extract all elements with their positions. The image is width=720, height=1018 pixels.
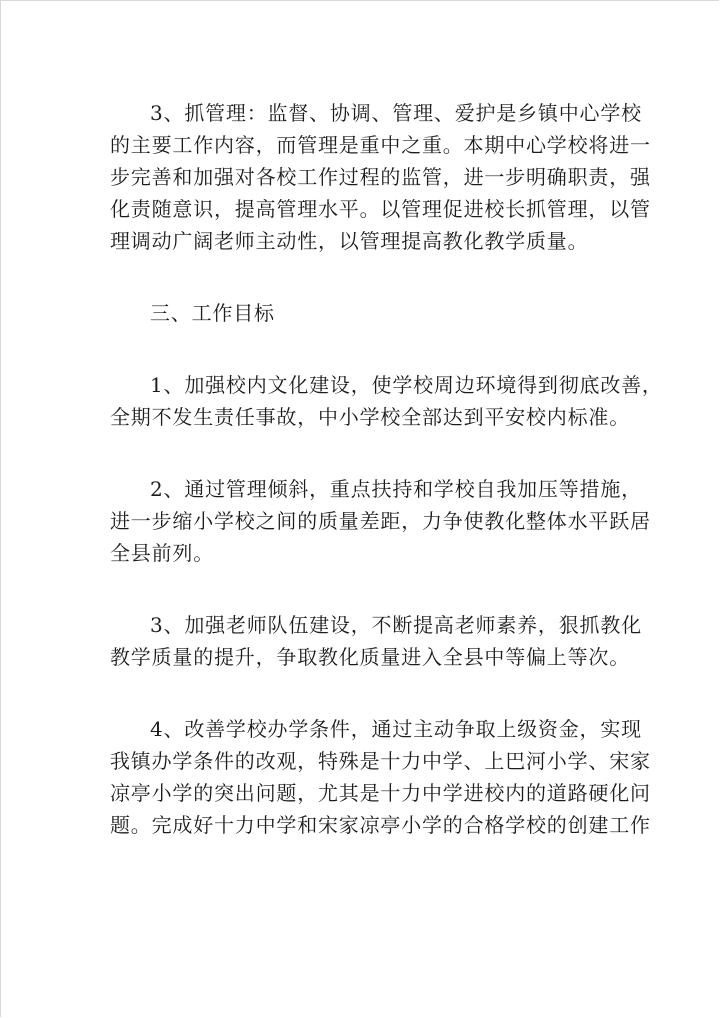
text-line: 教学质量的提升，争取教化质量进入全县中等偏上等次。 xyxy=(110,645,630,669)
paragraph-goal-3 xyxy=(110,609,642,673)
paragraph-goal-2 xyxy=(110,473,651,569)
document-body xyxy=(110,97,663,881)
heading-text: 三、工作目标 xyxy=(150,301,275,325)
paragraph-goal-1 xyxy=(110,369,663,433)
text-line: 4、改善学校办学条件，通过主动争取上级资金，实现 xyxy=(150,717,642,741)
text-line: 进一步缩小学校之间的质量差距，力争使教化整体水平跃居 xyxy=(110,509,651,533)
paragraph-goal-4 xyxy=(110,713,651,841)
text-line: 凉亭小学的突出问题，尤其是十力中学进校内的道路硬化问 xyxy=(110,781,651,805)
text-line: 步完善和加强对各校工作过程的监管，进一步明确职责，强 xyxy=(110,165,651,189)
text-line: 1、加强校内文化建设，使学校周边环境得到彻底改善， xyxy=(150,373,663,397)
text-line: 题。完成好十力中学和宋家凉亭小学的合格学校的创建工作 xyxy=(110,813,651,837)
text-line: 3、抓管理：监督、协调、管理、爱护是乡镇中心学校 xyxy=(150,101,642,125)
text-line: 全期不发生责任事故，中小学校全部达到平安校内标准。 xyxy=(110,405,630,429)
paragraph-management xyxy=(110,97,651,257)
text-line: 全县前列。 xyxy=(110,541,214,565)
text-line: 的主要工作内容，而管理是重中之重。本期中心学校将进一 xyxy=(110,133,651,157)
text-line: 2、通过管理倾斜，重点扶持和学校自我加压等措施， xyxy=(150,477,642,501)
text-line: 3、加强老师队伍建设，不断提高老师素养，狠抓教化 xyxy=(150,613,642,637)
section-heading-goals xyxy=(110,297,620,329)
text-line: 化责随意识，提高管理水平。以管理促进校长抓管理，以管 xyxy=(110,197,651,221)
text-line: 理调动广阔老师主动性，以管理提高教化教学质量。 xyxy=(110,229,589,253)
text-line: 我镇办学条件的改观，特殊是十力中学、上巴河小学、宋家 xyxy=(110,749,651,773)
